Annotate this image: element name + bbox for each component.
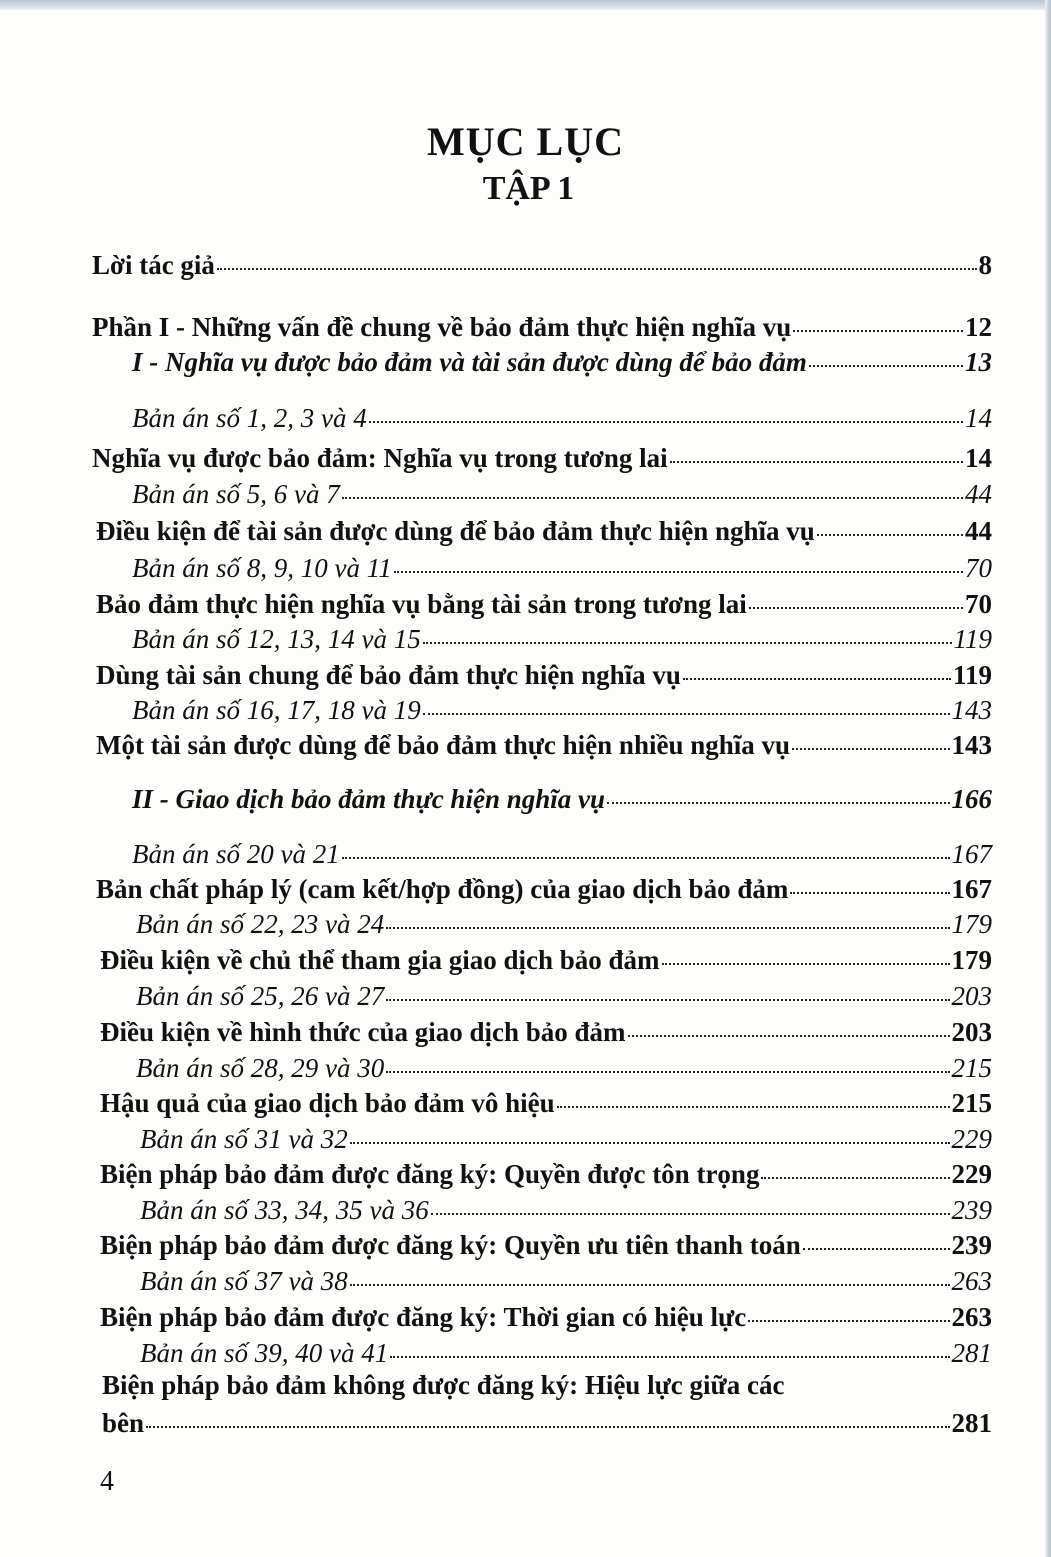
toc-entry-page: 281 [951, 1408, 992, 1438]
toc-entry-label: Nghĩa vụ được bảo đảm: Nghĩa vụ trong tương lai [92, 443, 668, 473]
toc-entry-page: 119 [952, 660, 992, 690]
toc-entry-page: 119 [953, 624, 992, 654]
toc-entry-label: Bản án số 1, 2, 3 và 4 [132, 403, 367, 433]
toc-entry-label: Biện pháp bảo đảm được đăng ký: Quyền được tôn trọng [100, 1159, 760, 1189]
toc-entry-page: 143 [951, 730, 992, 760]
toc-section-entry[interactable] [92, 310, 992, 344]
toc-entry-page: 44 [965, 516, 992, 546]
toc-entry-label: Bản án số 31 và 32 [140, 1124, 348, 1154]
toc-entry-page: 14 [965, 443, 992, 473]
toc-entry-page: 44 [965, 479, 992, 509]
dot-leader [431, 1213, 950, 1215]
dot-leader [369, 421, 963, 423]
toc-entry-page: 239 [951, 1230, 992, 1260]
toc-entry-label: Bản chất pháp lý (cam kết/hợp đồng) của giao dịch bảo đảm [96, 874, 789, 904]
toc-entry-label: Bảo đảm thực hiện nghĩa vụ bằng tài sản trong tương lai [96, 589, 747, 619]
dot-leader [748, 1320, 949, 1322]
toc-case-entry[interactable] [132, 693, 992, 727]
toc-section-entry[interactable] [96, 587, 992, 621]
toc-entry-label: Bản án số 28, 29 và 30 [136, 1053, 385, 1083]
dot-leader [350, 1284, 950, 1286]
dot-leader [423, 642, 952, 644]
toc-entry-label: Điều kiện về hình thức của giao dịch bảo đảm [100, 1017, 626, 1047]
dot-leader [817, 534, 963, 536]
toc-entry-label: bên [102, 1408, 145, 1438]
dot-leader [761, 1177, 949, 1179]
toc-entry-page: 167 [951, 874, 992, 904]
toc-entry-page: 203 [951, 981, 992, 1011]
toc-entry-page: 143 [951, 695, 992, 725]
toc-entry-label: Bản án số 25, 26 và 27 [136, 981, 385, 1011]
toc-section-entry[interactable] [100, 1157, 992, 1191]
toc-entry-page: 70 [965, 589, 992, 619]
toc-entry-label: Điều kiện để tài sản được dùng để bảo đảm thực hiện nghĩa vụ [96, 516, 815, 546]
toc-entry-page: 167 [951, 839, 992, 869]
toc-entry-page: 263 [951, 1302, 992, 1332]
toc-entry-page: 70 [965, 553, 992, 583]
dot-leader [790, 892, 949, 894]
toc-section-entry[interactable] [96, 872, 992, 906]
dot-leader [342, 497, 963, 499]
toc-entry-wrapped-line: Biện pháp bảo đảm không được đăng ký: Hiệu lực giữa các [102, 1370, 785, 1400]
toc-case-entry[interactable] [140, 1336, 992, 1370]
toc-section-entry[interactable] [100, 1300, 992, 1334]
dot-leader [386, 1071, 949, 1073]
toc-entry-label: Phần I - Những vấn đề chung về bảo đảm thực hiện nghĩa vụ [92, 312, 792, 342]
toc-section-entry[interactable] [92, 441, 992, 475]
toc-case-entry[interactable] [132, 622, 992, 656]
toc-case-entry[interactable] [136, 907, 992, 941]
toc-case-entry[interactable] [136, 1051, 992, 1085]
dot-leader [394, 571, 963, 573]
toc-entry-label: Lời tác giả [92, 250, 215, 280]
dot-leader [662, 963, 950, 965]
dot-leader [390, 1356, 949, 1358]
toc-case-entry[interactable] [136, 979, 992, 1013]
toc-section-entry[interactable] [96, 728, 992, 762]
dot-leader [386, 999, 949, 1001]
toc-entry-page: 13 [965, 347, 992, 377]
toc-case-entry[interactable] [132, 477, 992, 511]
dot-leader [423, 713, 950, 715]
toc-entry-page: 229 [951, 1159, 992, 1189]
dot-leader [386, 927, 949, 929]
toc-entry-page: 179 [951, 945, 992, 975]
toc-entry-label: Bản án số 8, 9, 10 và 11 [132, 553, 392, 583]
toc-case-entry[interactable] [140, 1264, 992, 1298]
toc-entry-label: Dùng tài sản chung để bảo đảm thực hiện nghĩa vụ [96, 660, 681, 690]
toc-entry-label: Bản án số 20 và 21 [132, 839, 340, 869]
dot-leader [217, 268, 977, 270]
dot-leader [557, 1106, 950, 1108]
toc-case-entry[interactable] [132, 551, 992, 585]
toc-entry-label: Biện pháp bảo đảm được đăng ký: Thời gian có hiệu lực [100, 1302, 747, 1332]
toc-entry-label: Bản án số 12, 13, 14 và 15 [132, 624, 421, 654]
toc-case-entry[interactable] [140, 1193, 992, 1227]
toc-entry-page: 239 [951, 1195, 992, 1225]
toc-entry-page: 229 [951, 1124, 992, 1154]
dot-leader [793, 330, 963, 332]
toc-entry-page: 203 [951, 1017, 992, 1047]
toc-entry-label: Bản án số 33, 34, 35 và 36 [140, 1195, 429, 1225]
toc-section-entry[interactable] [100, 943, 992, 977]
toc-volume-subtitle: TẬP 1 [482, 170, 575, 207]
dot-leader [670, 461, 963, 463]
toc-entry-page: 215 [951, 1053, 992, 1083]
toc-section-entry[interactable] [92, 248, 992, 282]
toc-section-entry[interactable] [100, 1015, 992, 1049]
toc-entry-label: Bản án số 39, 40 và 41 [140, 1338, 389, 1368]
toc-entry-page: 8 [978, 250, 992, 280]
toc-entry-label: Biện pháp bảo đảm được đăng ký: Quyền ưu tiên thanh toán [100, 1230, 801, 1260]
dot-leader [792, 748, 949, 750]
toc-entry-page: 14 [965, 403, 992, 433]
dot-leader [809, 365, 963, 367]
toc-case-entry[interactable] [140, 1122, 992, 1156]
toc-entry-page: 166 [951, 784, 992, 814]
toc-section-entry[interactable] [100, 1086, 992, 1120]
toc-entry-label: Bản án số 5, 6 và 7 [132, 479, 340, 509]
toc-entry-label: Bản án số 37 và 38 [140, 1266, 348, 1296]
toc-entry-label: Bản án số 22, 23 và 24 [136, 909, 385, 939]
toc-section-entry[interactable] [96, 658, 992, 692]
toc-entry-label: Điều kiện về chủ thể tham gia giao dịch bảo đảm [100, 945, 660, 975]
dot-leader [803, 1248, 950, 1250]
toc-section-entry[interactable] [96, 514, 992, 548]
dot-leader [342, 857, 950, 859]
toc-entry-page: 263 [951, 1266, 992, 1296]
dot-leader [628, 1035, 950, 1037]
toc-section-entry[interactable] [132, 345, 992, 379]
toc-entry-label: Hậu quả của giao dịch bảo đảm vô hiệu [100, 1088, 555, 1118]
toc-section-entry[interactable] [132, 782, 992, 816]
toc-entry-page: 215 [951, 1088, 992, 1118]
dot-leader [607, 802, 950, 804]
dot-leader [350, 1142, 950, 1144]
toc-entry-page: 12 [965, 312, 992, 342]
dot-leader [749, 607, 963, 609]
page-number: 4 [100, 1466, 114, 1497]
dot-leader [683, 678, 951, 680]
toc-section-entry[interactable] [100, 1228, 992, 1262]
toc-entry-wrapped-tail [102, 1406, 992, 1440]
toc-entry-label: I - Nghĩa vụ được bảo đảm và tài sản được dùng để bảo đảm [132, 347, 807, 377]
toc-case-entry[interactable] [132, 837, 992, 871]
toc-entry-label: Bản án số 16, 17, 18 và 19 [132, 695, 421, 725]
toc-entry-label: Một tài sản được dùng để bảo đảm thực hiện nhiều nghĩa vụ [96, 730, 791, 760]
toc-entry-page: 281 [951, 1338, 992, 1368]
dot-leader [146, 1426, 949, 1428]
toc-title: MỤC LỤC [427, 119, 624, 164]
toc-entry-label: II - Giao dịch bảo đảm thực hiện nghĩa vụ [132, 784, 605, 814]
toc-entry-page: 179 [951, 909, 992, 939]
toc-case-entry[interactable] [132, 401, 992, 435]
